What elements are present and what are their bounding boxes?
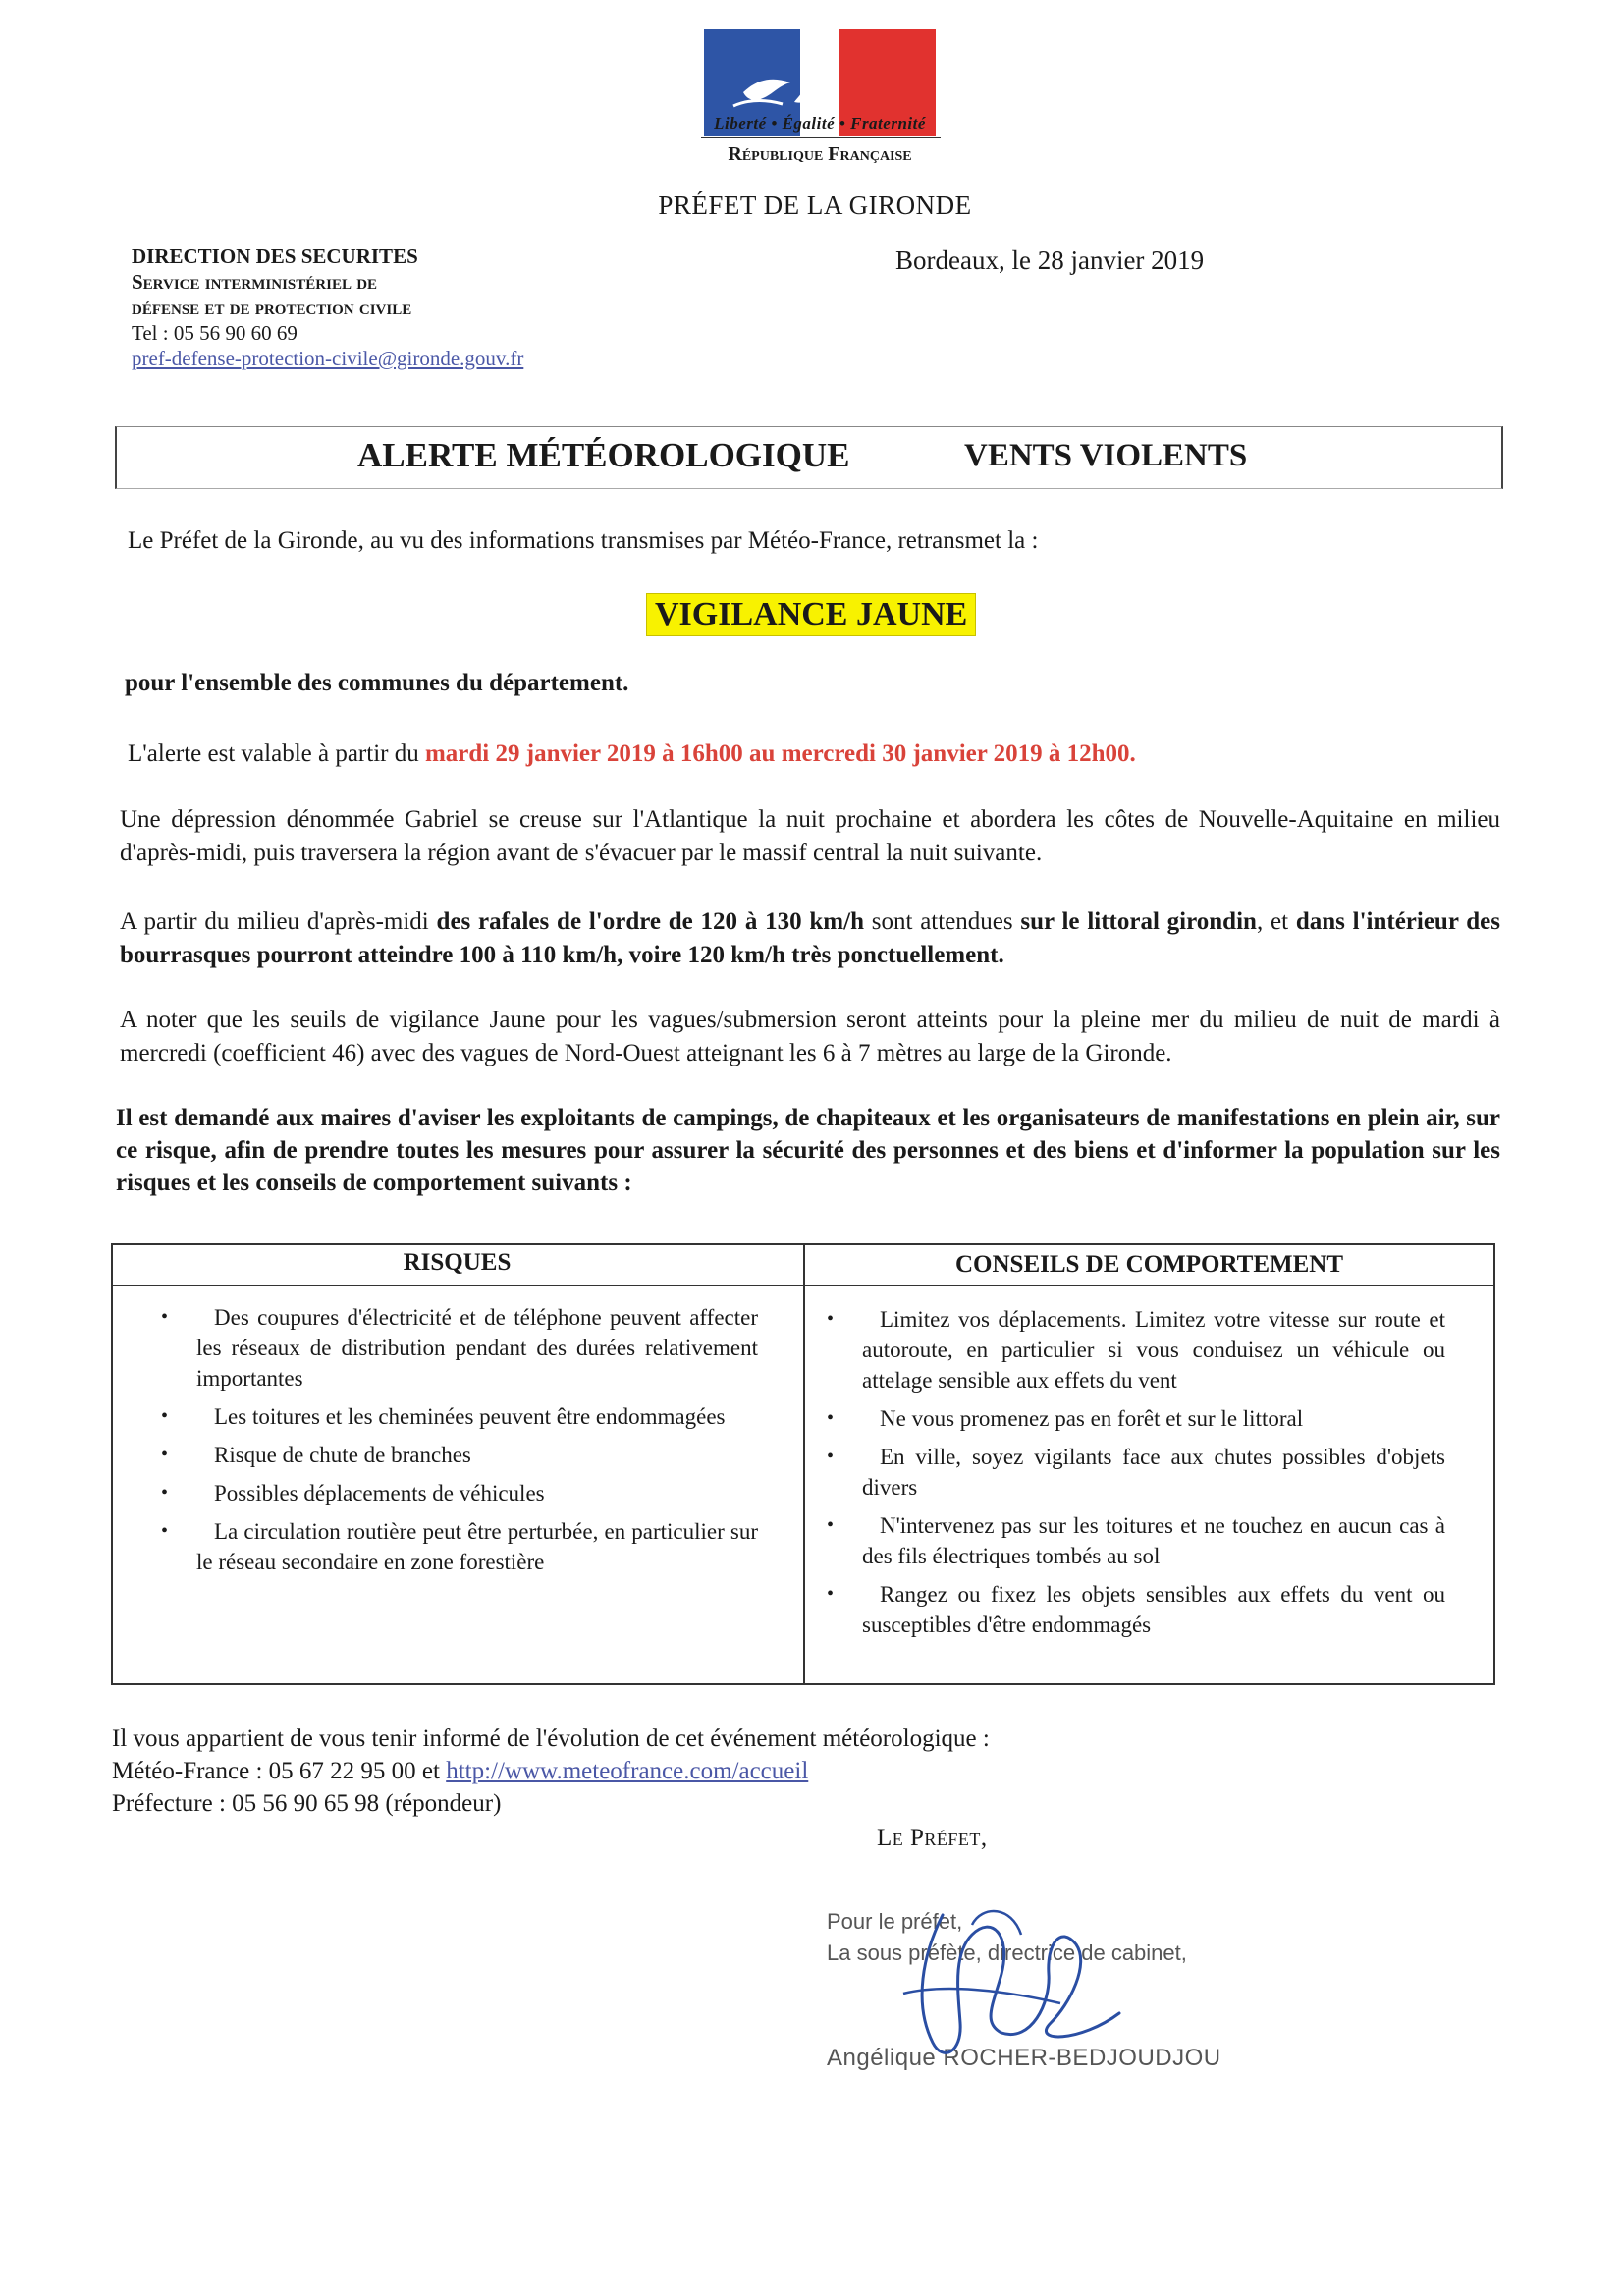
signoff: Le Préfet,: [877, 1825, 988, 1851]
gusts-text-b: des rafales de l'ordre de 120 à 130 km/h: [436, 908, 864, 935]
gusts-text-c: sont attendues: [863, 908, 1021, 935]
alert-type: VENTS VIOLENTS: [964, 438, 1248, 473]
table-header-divider: [111, 1285, 1495, 1286]
depression-paragraph: Une dépression dénommée Gabriel se creuse sur l'Atlantique la nuit prochaine et abordera les côtes de Nouvelle-Aquitaine en milieu d'après-midi, puis traversera la région avant de s'évacuer par le massif central la nuit suivante.: [120, 806, 1500, 866]
communes-line: pour l'ensemble des communes du département.: [125, 670, 629, 696]
risk-item: • Risque de chute de branches: [196, 1440, 758, 1470]
signatory-name: Angélique ROCHER-BEDJOUDJOU: [827, 2045, 1221, 2071]
advice-item: • Limitez vos déplacements. Limitez votre vitesse sur route et autoroute, en particulier si vous conduisez un véhicule ou attelage sensible aux effets du vent: [862, 1304, 1445, 1395]
risk-item: • Des coupures d'électricité et de téléphone peuvent affecter les réseaux de distribution pendant des durées relativement importantes: [196, 1302, 758, 1394]
republic-name: République Française: [728, 143, 912, 165]
motto-divider: [701, 137, 941, 138]
risk-item: • Possibles déplacements de véhicules: [196, 1478, 758, 1508]
mayors-paragraph: Il est demandé aux maires d'aviser les exploitants de campings, de chapiteaux et les organisateurs de manifestations en plein air, sur ce risque, afin de prendre toutes les mesures pour assurer la sécurité des personnes et des biens et d'informer la population sur les risques et les conseils de comportement suivants :: [116, 1105, 1500, 1196]
risk-item: • Les toitures et les cheminées peuvent être endommagées: [196, 1401, 758, 1432]
table-column-divider: [803, 1243, 805, 1685]
service-line-1: Service interministériel de: [132, 270, 378, 294]
service-line-2: défense et de protection civile: [132, 296, 412, 319]
validity-paragraph: [128, 738, 1502, 771]
info-line: Il vous appartient de vous tenir informé de l'évolution de cet événement météorologique :: [112, 1725, 990, 1752]
signature-line-2: La sous préfète, directrice de cabinet,: [827, 1941, 1187, 1965]
gusts-text-d: sur le littoral girondin: [1020, 908, 1257, 935]
prefet-title: PRÉFET DE LA GIRONDE: [658, 191, 972, 220]
gusts-text-f: dans l'intérieur des bourrasques pourront atteindre 100 à 110 km/h, voire 120 km/h très ponctuellement.: [120, 908, 1500, 968]
alert-title: ALERTE MÉTÉOROLOGIQUE: [357, 436, 850, 474]
validity-prefix: L'alerte est valable à partir du: [128, 740, 425, 767]
signature-line-1: Pour le préfet,: [827, 1909, 963, 1934]
advice-item: • En ville, soyez vigilants face aux chutes possibles d'objets divers: [862, 1442, 1445, 1503]
risk-item: • La circulation routière peut être perturbée, en particulier sur le réseau secondaire en zone forestière: [196, 1516, 758, 1577]
department-name: DIRECTION DES SECURITES: [132, 245, 418, 268]
meteo-line: Météo-France : 05 67 22 95 00 et http://www.meteofrance.com/accueil: [112, 1758, 809, 1784]
intro-paragraph: Le Préfet de la Gironde, au vu des informations transmises par Météo-France, retransmet la :: [128, 527, 1039, 554]
gusts-text-a: A partir du milieu d'après-midi: [120, 908, 437, 935]
email-link[interactable]: pref-defense-protection-civile@gironde.gouv.fr: [132, 347, 524, 370]
republic-motto: Liberté • Égalité • Fraternité: [714, 114, 926, 133]
table-header-risks: RISQUES: [403, 1249, 512, 1276]
vigilance-badge: VIGILANCE JAUNE: [646, 593, 976, 636]
prefecture-line: Préfecture : 05 56 90 65 98 (répondeur): [112, 1790, 502, 1817]
gusts-text-e: , et: [1256, 908, 1296, 935]
document-date: Bordeaux, le 28 janvier 2019: [895, 246, 1205, 275]
contact-info: [112, 1722, 990, 1820]
waves-paragraph: A noter que les seuils de vigilance Jaune pour les vagues/submersion seront atteints pour la pleine mer du milieu de nuit de mardi à mercredi (coefficient 46) avec des vagues de Nord-Ouest atteignant les 6 à 7 mètres au large de la Gironde.: [120, 1007, 1500, 1066]
meteo-link[interactable]: http://www.meteofrance.com/accueil: [446, 1758, 809, 1784]
advice-item: • N'intervenez pas sur les toitures et ne touchez en aucun cas à des fils électriques tombés au sol: [862, 1510, 1445, 1571]
handwritten-signature: [884, 1895, 1139, 2072]
advice-list: [862, 1304, 1445, 1648]
sender-block: [132, 244, 523, 371]
validity-period: mardi 29 janvier 2019 à 16h00 au mercredi 30 janvier 2019 à 12h00.: [424, 740, 1136, 767]
phone-number: Tel : 05 56 90 60 69: [132, 321, 298, 345]
advice-item: • Ne vous promenez pas en forêt et sur le littoral: [862, 1403, 1445, 1434]
risks-list: [196, 1302, 758, 1585]
gusts-paragraph: [120, 905, 1500, 972]
advice-item: • Rangez ou fixez les objets sensibles aux effets du vent ou susceptibles d'être endommagés: [862, 1579, 1445, 1640]
table-header-advice: CONSEILS DE COMPORTEMENT: [954, 1251, 1343, 1278]
